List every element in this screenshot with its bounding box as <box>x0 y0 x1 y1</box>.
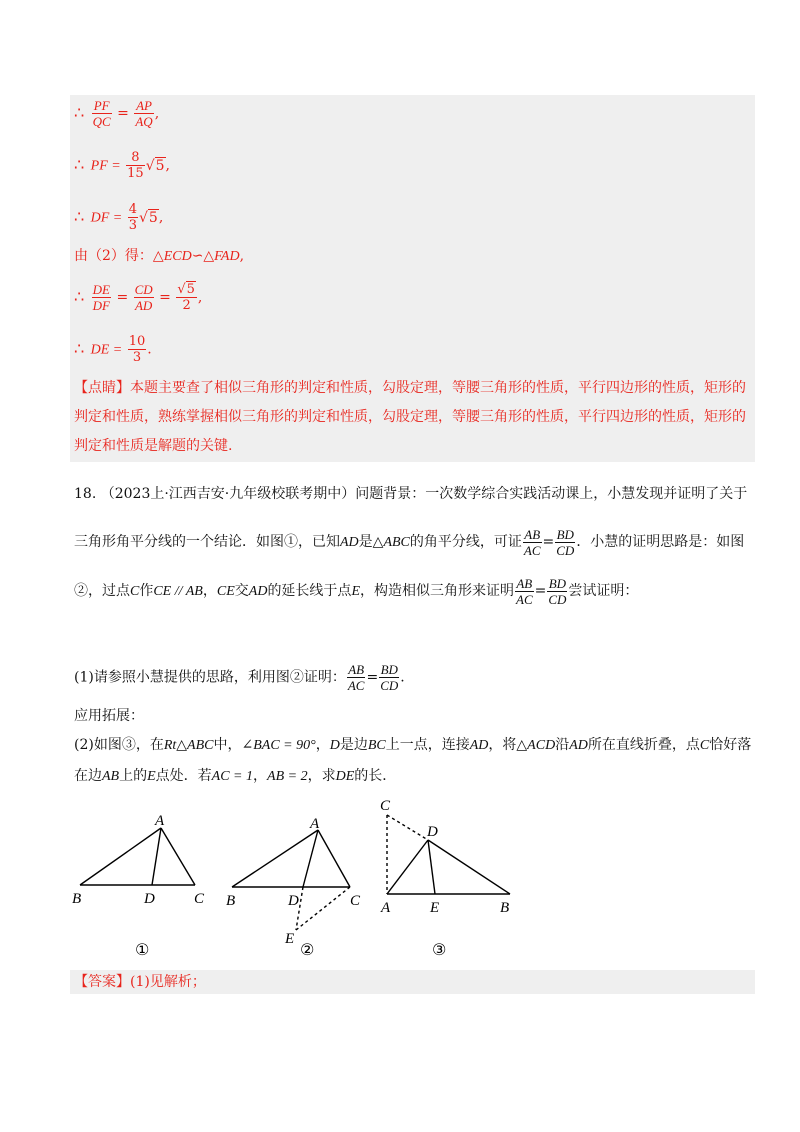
answer-line <box>74 972 206 992</box>
solution-line-6: ∴ DE = $\frac{10}{3}$ . <box>74 334 152 365</box>
fig2-label-e: E <box>285 931 295 947</box>
comment-tag: 【点睛】 <box>74 380 130 396</box>
answer-tag: 【答案】 <box>74 974 130 990</box>
fig3-label-d: D <box>427 824 438 840</box>
fig2-label-c: C <box>350 893 361 909</box>
question-1: (1)请参照小慧提供的思路，利用图②证明： $\frac{AB}{AC}$ = $\frac{BD}{CD}$ . <box>74 662 405 693</box>
fig2-label-a: A <box>310 816 320 832</box>
fig2-label-b: B <box>226 893 236 909</box>
fig2-caption: ② <box>300 940 315 959</box>
fig1-side-ab <box>80 828 161 885</box>
geometry-figures <box>0 790 800 970</box>
solution-line-5: ∴ $\frac{DE}{DF}$ = $\frac{CD}{AD}$ = $\frac{√5}{2}$ , <box>74 282 203 313</box>
problem-18-intro: 18. （2023上·江西吉安·九年级校联考期中）问题背景：一次数学综合实践活动课上，小慧发现并证明了关于三角形角平分线的一个结论．如图①，已知AD是△ABC的角平分线，可证 $\frac{AB}{AC}$ = $\frac{BD}{CD}$ ．小慧的证明思路是：如图②，过点C作CE // AB，CE交AD的延长线于点E，构造相似三角形来证明 $\frac{AB}{AC}$ = $\frac{BD}{CD}$ 尝试证明： <box>74 486 748 607</box>
fig2-line-ce <box>296 887 350 930</box>
fig1-label-c: C <box>194 891 205 907</box>
fig3-line-de <box>428 840 435 894</box>
fig1-bisector-ad <box>152 828 161 885</box>
fig2-side-ac <box>318 830 350 887</box>
figure-1 <box>80 828 195 885</box>
solution-line-2: ∴ PF = $\frac{8}{15}$ √5, <box>74 150 170 181</box>
fig3-line-cd <box>387 815 428 840</box>
figure-2 <box>232 830 350 930</box>
figure-3 <box>387 815 510 894</box>
fig3-line-ad <box>387 840 428 894</box>
fig3-line-db <box>428 840 510 894</box>
answer-text: (1)见解析； <box>130 974 206 990</box>
solution-line-4: 由（2）得：△ECD∽△FAD, <box>74 248 245 264</box>
comment-text: 本题主要查了相似三角形的判定和性质，勾股定理，等腰三角形的性质，平行四边形的性质，矩形的判定和性质，熟练掌握相似三角形的判定和性质，勾股定理，等腰三角形的性质，平行四边形的性质，矩形的判定和性质是解题的关键. <box>74 380 746 454</box>
fig1-side-ac <box>161 828 195 885</box>
fig1-label-b: B <box>72 891 82 907</box>
fig1-label-d: D <box>144 891 155 907</box>
application-heading: 应用拓展： <box>74 708 144 724</box>
fig1-label-a: A <box>155 813 165 829</box>
solution-line-3: ∴ DF = $\frac{4}{3}$ √5, <box>74 202 164 233</box>
fig3-label-a: A <box>381 900 391 916</box>
fig1-caption: ① <box>135 940 150 959</box>
fig3-label-c: C <box>380 798 391 814</box>
comment-paragraph <box>74 374 754 461</box>
fig3-label-b: B <box>500 900 510 916</box>
question-2: (2)如图③，在Rt△ABC中，∠BAC = 90°，D是边BC上一点，连接AD，将△ACD沿AD所在直线折叠，点C恰好落在边AB上的E点处．若AC = 1，AB = 2，求DE的长． <box>74 737 752 784</box>
solution-line-1: ∴ $\frac{PF}{QC}$ = $\frac{AP}{AQ}$ , <box>74 98 160 129</box>
fig3-label-e: E <box>430 900 440 916</box>
fig3-caption: ③ <box>432 940 447 959</box>
fig2-label-d: D <box>288 893 299 909</box>
